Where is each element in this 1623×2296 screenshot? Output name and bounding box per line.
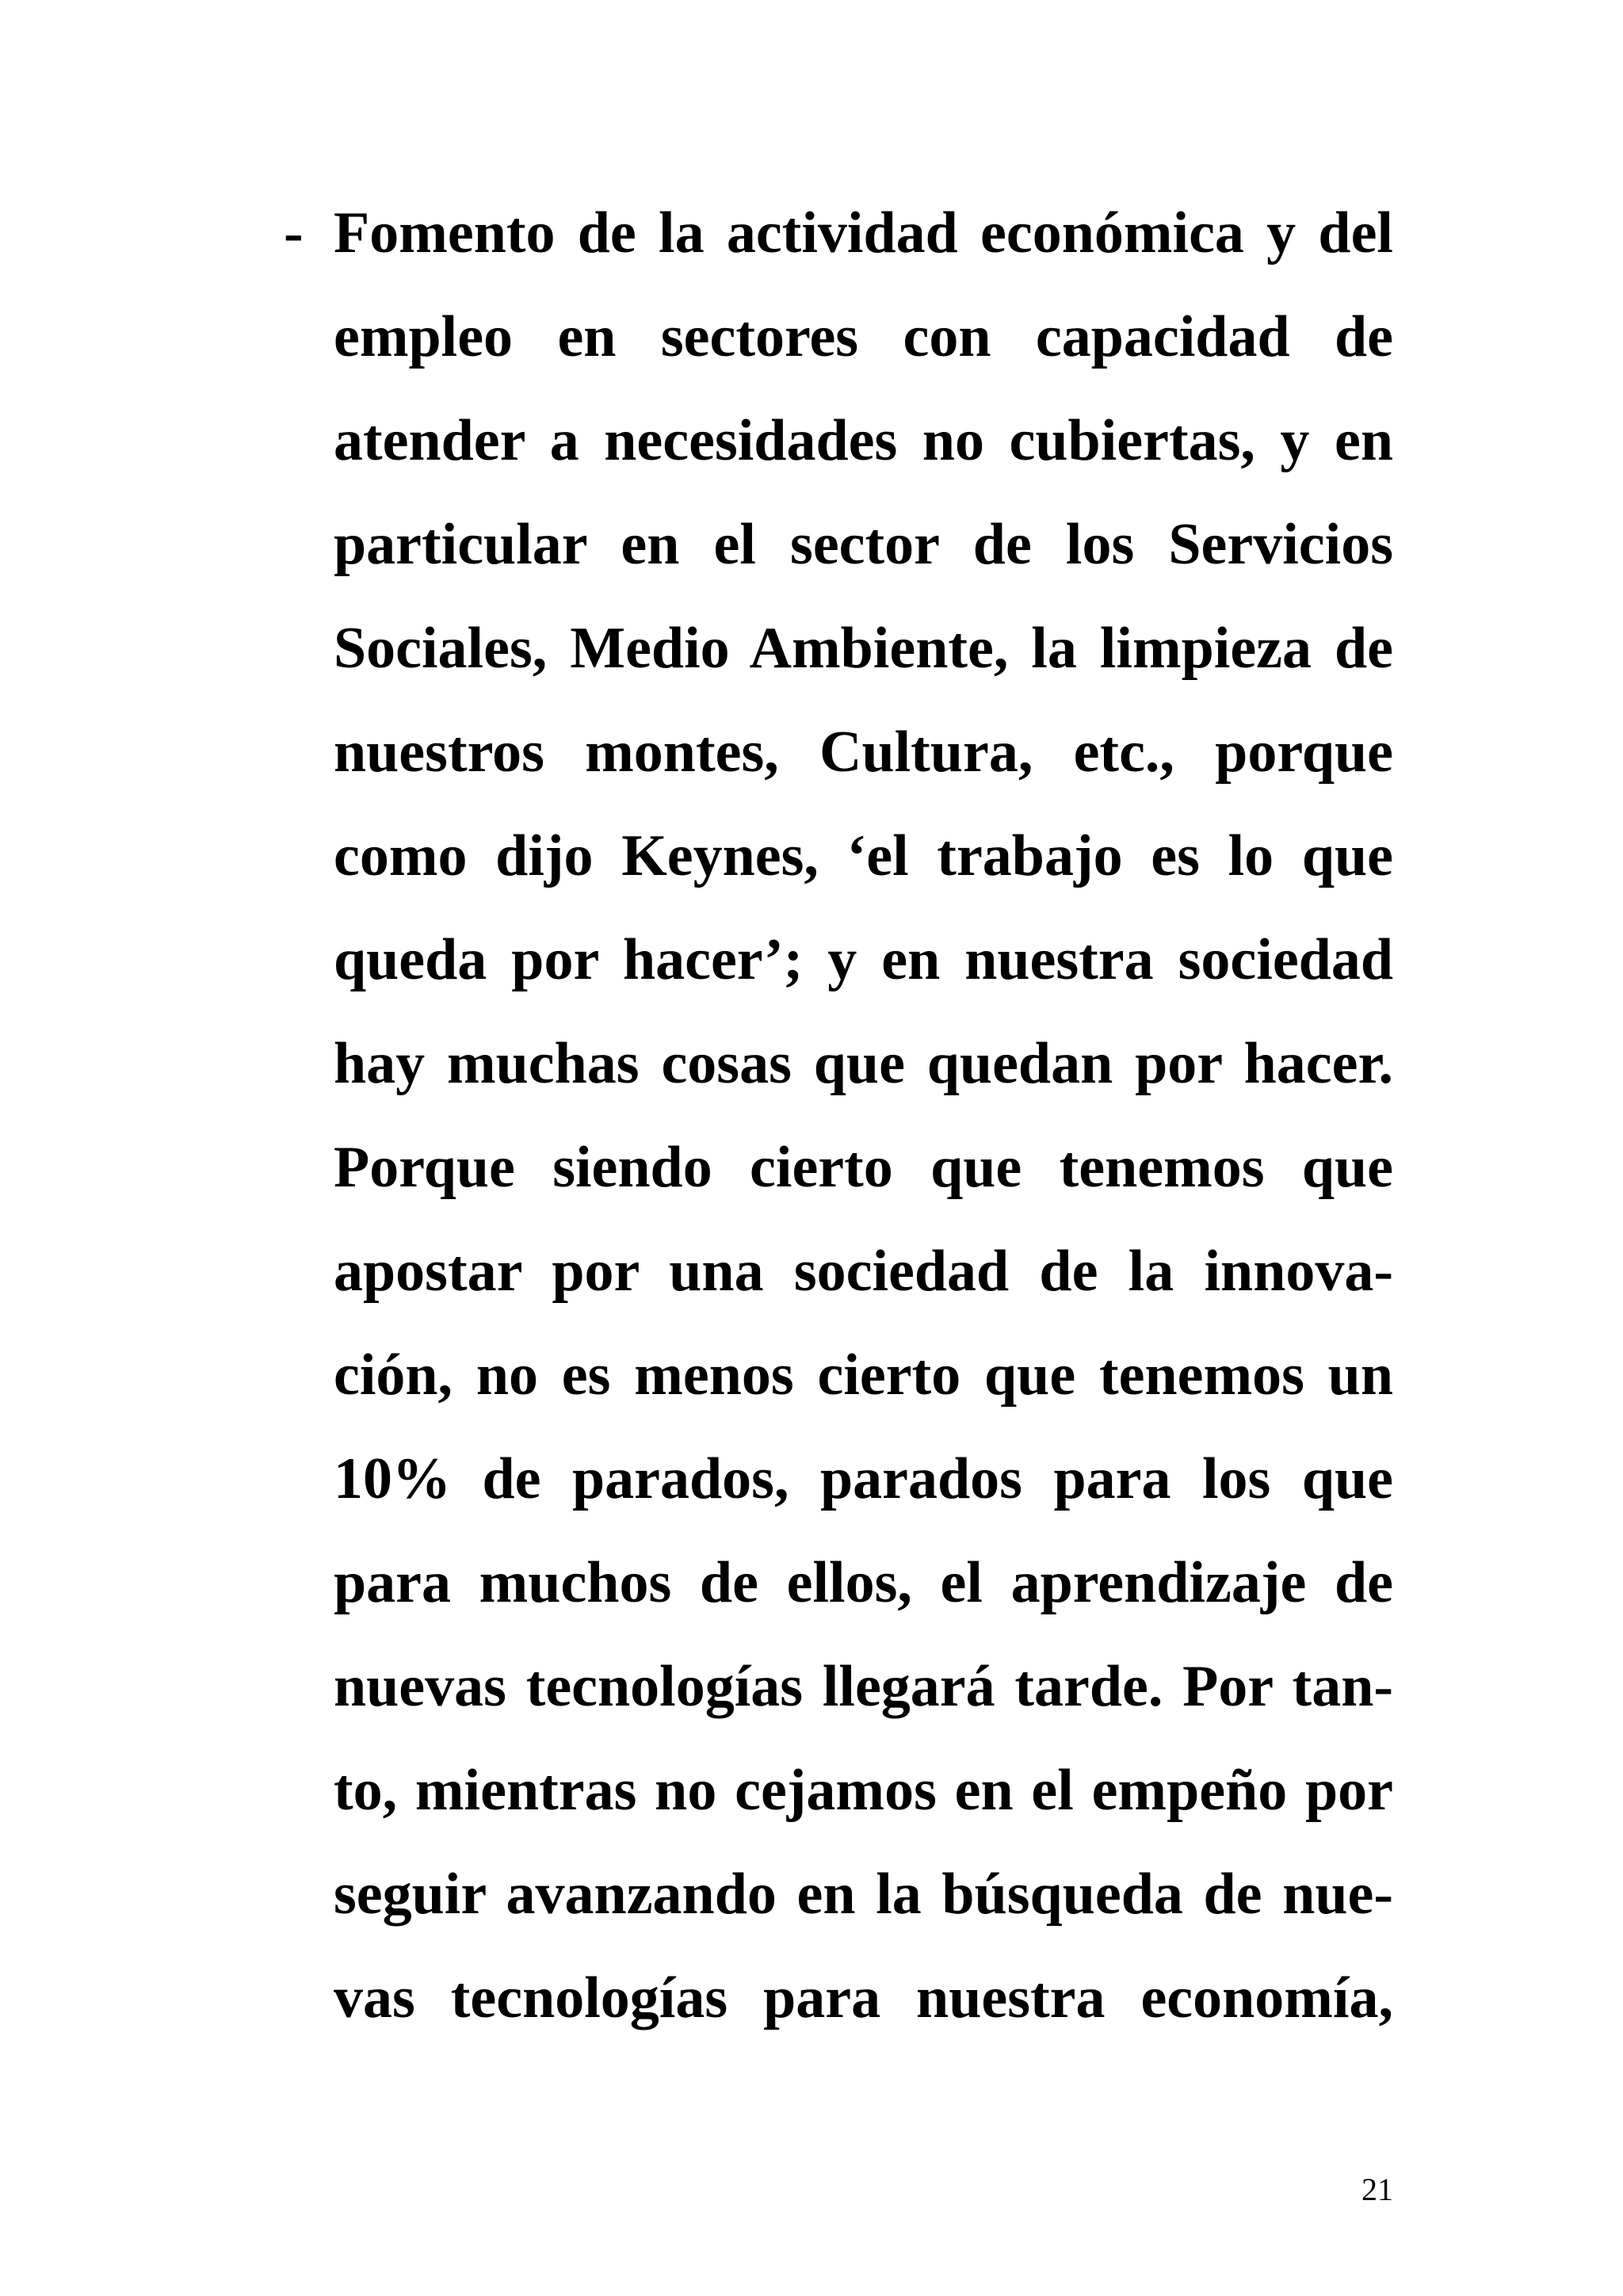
text-line: Fomento de la actividad económica y del [334,201,1393,266]
text-line: hay muchas cosas que quedan por hacer. [334,1031,1393,1096]
text-line: Porque siendo cierto que tenemos que [334,1135,1393,1200]
list-bullet-dash: - [284,201,304,266]
text-line: 10% de parados, parados para los que [334,1446,1393,1511]
page-number: 21 [1361,2172,1393,2207]
text-line: empleo en sectores con capacidad de [334,304,1393,369]
paragraph-text [334,193,1393,2038]
text-line: to, mientras no cejamos en el empeño por [334,1758,1393,1823]
text-line: nuestros montes, Cultura, etc., porque [334,720,1393,785]
text-line: particular en el sector de los Servicios [334,512,1393,577]
text-line: para muchos de ellos, el aprendizaje de [334,1550,1393,1615]
text-line: vas tecnologías para nuestra economía, [334,1966,1393,2030]
text-line: ción, no es menos cierto que tenemos un [334,1343,1393,1408]
text-line: como dijo Keynes, ‘el trabajo es lo que [334,823,1393,888]
text-line: Sociales, Medio Ambiente, la limpieza de [334,616,1393,681]
text-line: nuevas tecnologías llegará tarde. Por tan- [334,1654,1393,1719]
text-line: seguir avanzando en la búsqueda de nue- [334,1862,1393,1927]
text-line: apostar por una sociedad de la innova- [334,1239,1393,1304]
text-line: queda por hacer’; y en nuestra sociedad [334,927,1393,992]
text-line: atender a necesidades no cubiertas, y en [334,408,1393,473]
